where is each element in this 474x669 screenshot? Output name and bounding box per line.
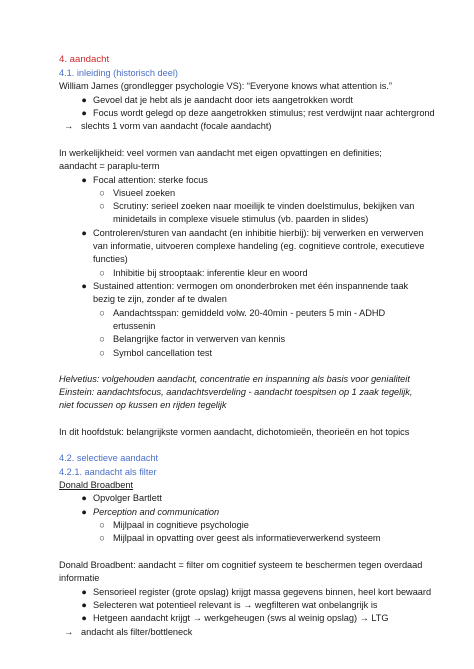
list-item: Belangrijke factor in verwerven van kennis — [113, 334, 286, 344]
heading-4-2-1: 4.2.1. aandacht als filter — [59, 467, 157, 477]
bullet-filled: ● — [81, 175, 87, 185]
bullet-filled: ● — [81, 95, 87, 105]
arrow-glyph: → — [64, 627, 74, 637]
list-item: Perception and communication — [93, 507, 220, 517]
bullet-filled: ● — [81, 507, 87, 517]
bullet-hollow: ○ — [99, 308, 105, 318]
list-item: Aandachtsspan: gemiddeld volw. 20-40min - peuters 5 min - ADHD — [113, 308, 386, 318]
list-item: Sensorieel register (grote opslag) krijgt massa gegevens binnen, heel kort bewaard — [93, 587, 432, 597]
bullet-filled: ● — [81, 493, 87, 503]
bullet-filled: ● — [81, 613, 87, 623]
bullet-filled: ● — [81, 228, 87, 238]
bullet-hollow: ○ — [99, 201, 105, 211]
list-item: Focal attention: sterke focus — [93, 175, 208, 185]
bullet-hollow: ○ — [99, 188, 105, 198]
paragraph-line: In werkelijkheid: veel vormen van aandacht met eigen opvattingen en definities; — [59, 148, 382, 158]
italic-line: Einstein: aandachtsfocus, aandachtsverdeling - aandacht toespitsen op 1 zaak tegelijk, — [59, 387, 413, 397]
list-item: Scrutiny: serieel zoeken naar moeilijk te vinden doelstimulus, bekijken van — [113, 201, 415, 211]
heading-4-1: 4.1. inleiding (historisch deel) — [59, 68, 178, 78]
list-item: Sustained attention: vermogen om ononderbroken met één inspannende taak — [93, 281, 409, 291]
list-item-cont: ertussenin — [113, 321, 156, 331]
list-item-cont: bezig te zijn, zonder af te dwalen — [93, 294, 227, 304]
arrow-glyph: → — [64, 121, 74, 131]
list-item-cont: van informatie, uitvoeren complexe handeling (eg. cognitieve controle, executieve — [93, 241, 425, 251]
bullet-filled: ● — [81, 587, 87, 597]
list-item: Gevoel dat je hebt als je aandacht door iets aangetrokken wordt — [93, 95, 353, 105]
james-line: William James (grondlegger psychologie VS): “Everyone knows what attention is.” — [59, 81, 392, 91]
list-item: Controleren/sturen van aandacht (en inhibitie hierbij): bij verwerken en verwerven — [93, 228, 424, 238]
arrow-line: andacht als filter/bottleneck — [81, 627, 193, 637]
paragraph-line: In dit hoofdstuk: belangrijkste vormen aandacht, dichotomieën, theorieën en hot topics — [59, 427, 410, 437]
paragraph-line: informatie — [59, 573, 100, 583]
arrow-line: slechts 1 vorm van aandacht (focale aandacht) — [81, 121, 272, 131]
list-item: Symbol cancellation test — [113, 348, 213, 358]
italic-line: Helvetius: volgehouden aandacht, concentratie en inspanning als basis voor genialiteit — [59, 374, 410, 384]
bullet-hollow: ○ — [99, 520, 105, 530]
list-item: Focus wordt gelegd op deze aangetrokken stimulus; rest verdwijnt naar achtergrond — [93, 108, 435, 118]
bullet-filled: ● — [81, 281, 87, 291]
bullet-hollow: ○ — [99, 348, 105, 358]
paragraph-line: aandacht = paraplu-term — [59, 161, 160, 171]
list-item: Mijlpaal in cognitieve psychologie — [113, 520, 249, 530]
bullet-hollow: ○ — [99, 533, 105, 543]
paragraph-line: Donald Broadbent: aandacht = filter om cognitief systeem te beschermen tegen overdaad — [59, 560, 423, 570]
bullet-filled: ● — [81, 108, 87, 118]
list-item-cont: functies) — [93, 254, 128, 264]
list-item: Selecteren wat potentieel relevant is → wegfilteren wat onbelangrijk is — [93, 600, 378, 610]
heading-4-2: 4.2. selectieve aandacht — [59, 453, 159, 463]
list-item: Inhibitie bij strooptaak: inferentie kleur en woord — [113, 268, 308, 278]
italic-line: niet focussen op kussen en rijden tegelijk — [59, 400, 227, 410]
subject-name: Donald Broadbent — [59, 480, 134, 490]
heading-4: 4. aandacht — [59, 54, 110, 65]
list-item: Hetgeen aandacht krijgt → werkgeheugen (sws al weinig opslag) → LTG — [93, 613, 389, 623]
list-item: Mijlpaal in opvatting over geest als informatieverwerkend systeem — [113, 533, 381, 543]
list-item-cont: minidetails in complexe visuele stimulus (vb. paarden in slides) — [113, 214, 369, 224]
bullet-hollow: ○ — [99, 334, 105, 344]
list-item: Opvolger Bartlett — [93, 493, 162, 503]
bullet-hollow: ○ — [99, 268, 105, 278]
bullet-filled: ● — [81, 600, 87, 610]
list-item: Visueel zoeken — [113, 188, 176, 198]
